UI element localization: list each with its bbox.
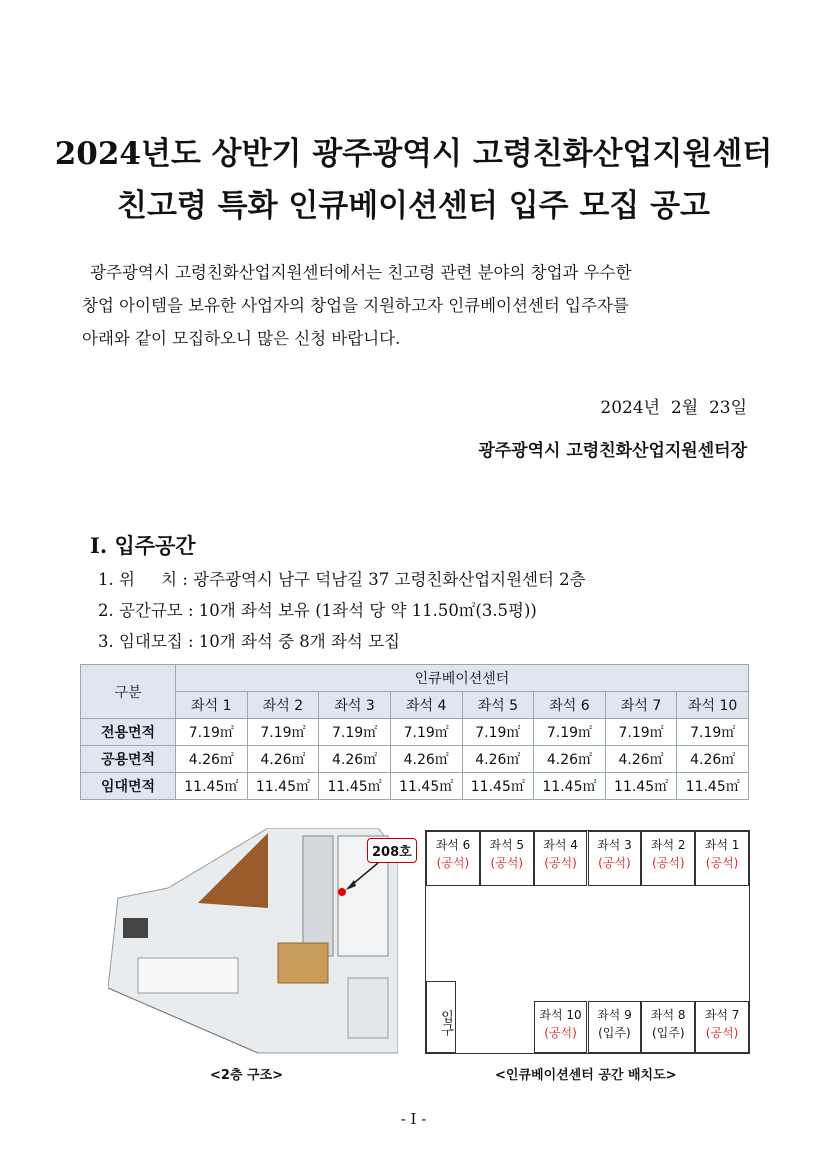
table-col-header: 좌석 3 bbox=[319, 692, 391, 719]
seat-name: 좌석 1 bbox=[704, 838, 740, 852]
room-marker-icon bbox=[338, 888, 346, 896]
item-space-size: 2. 공간규모 : 10개 좌석 보유 (1좌석 당 약 11.50㎡(3.5평)) bbox=[98, 601, 537, 620]
room-badge: 208호 bbox=[367, 838, 417, 863]
table-cell: 4.26㎡ bbox=[534, 746, 606, 773]
table-cell: 7.19㎡ bbox=[605, 719, 677, 746]
table-cell: 7.19㎡ bbox=[534, 719, 606, 746]
table-cell: 4.26㎡ bbox=[462, 746, 534, 773]
seat-name: 좌석 3 bbox=[597, 838, 632, 852]
table-cell: 11.45㎡ bbox=[462, 773, 534, 800]
table-cell: 11.45㎡ bbox=[390, 773, 462, 800]
seat-status: (공석) bbox=[436, 856, 470, 870]
table-cell: 4.26㎡ bbox=[605, 746, 677, 773]
table-cell: 4.26㎡ bbox=[247, 746, 319, 773]
table-cell: 11.45㎡ bbox=[319, 773, 391, 800]
table-cell: 7.19㎡ bbox=[390, 719, 462, 746]
table-corner: 구분 bbox=[81, 665, 176, 719]
table-cell: 4.26㎡ bbox=[677, 746, 749, 773]
table-row-label: 공용면적 bbox=[81, 746, 176, 773]
floor-caption: <2층 구조> bbox=[210, 1068, 284, 1083]
table-col-header: 좌석 2 bbox=[247, 692, 319, 719]
table-col-header: 좌석 5 bbox=[462, 692, 534, 719]
table-cell: 7.19㎡ bbox=[462, 719, 534, 746]
seat-status: (공석) bbox=[544, 856, 577, 870]
table-col-header: 좌석 10 bbox=[677, 692, 749, 719]
intro-line-2: 창업 아이템을 보유한 사업자의 창업을 지원하고자 인큐베이션센터 입주자를 bbox=[82, 296, 629, 315]
floor-plan-image bbox=[108, 828, 398, 1058]
table-col-header: 좌석 6 bbox=[534, 692, 606, 719]
table-cell: 7.19㎡ bbox=[677, 719, 749, 746]
table-col-header: 좌석 7 bbox=[605, 692, 677, 719]
table-col-header: 좌석 4 bbox=[390, 692, 462, 719]
seat-top bbox=[641, 831, 695, 886]
seat-status: (공석) bbox=[490, 856, 524, 870]
seat-name: 좌석 9 bbox=[597, 1008, 632, 1022]
page-number: - I - bbox=[400, 1110, 427, 1128]
seat-status: (공석) bbox=[544, 1026, 577, 1040]
table-row-label: 전용면적 bbox=[81, 719, 176, 746]
table-col-header: 좌석 1 bbox=[176, 692, 248, 719]
table-cell: 11.45㎡ bbox=[176, 773, 248, 800]
seat-top bbox=[534, 831, 588, 886]
seat-name: 좌석 8 bbox=[650, 1008, 686, 1022]
table-row-label: 임대면적 bbox=[81, 773, 176, 800]
intro-line-1: 광주광역시 고령친화산업지원센터에서는 친고령 관련 분야의 창업과 우수한 bbox=[90, 263, 632, 282]
seat-top bbox=[426, 831, 480, 886]
seat-status: (공석) bbox=[651, 856, 685, 870]
seat-name: 좌석 7 bbox=[704, 1008, 740, 1022]
seat-bottom bbox=[641, 1001, 695, 1053]
seat-name: 좌석 5 bbox=[489, 838, 525, 852]
seat-bottom bbox=[534, 1001, 588, 1053]
table-cell: 11.45㎡ bbox=[677, 773, 749, 800]
seat-bottom bbox=[588, 1001, 642, 1053]
seat-status: (공석) bbox=[705, 1026, 739, 1040]
layout-caption: <인큐베이션센터 공간 배치도> bbox=[495, 1068, 677, 1083]
seat-status: (공석) bbox=[705, 856, 739, 870]
seat-status: (입주) bbox=[651, 1026, 685, 1040]
intro-line-3: 아래와 같이 모집하오니 많은 신청 바랍니다. bbox=[82, 329, 401, 348]
seat-status: (공석) bbox=[598, 856, 631, 870]
table-cell: 7.19㎡ bbox=[247, 719, 319, 746]
item-location: 1. 위 치 : 광주광역시 남구 덕남길 37 고령친화산업지원센터 2층 bbox=[98, 570, 586, 589]
table-cell: 4.26㎡ bbox=[390, 746, 462, 773]
seat-name: 좌석 4 bbox=[543, 838, 578, 852]
table-cell: 11.45㎡ bbox=[247, 773, 319, 800]
seat-status: (입주) bbox=[598, 1026, 631, 1040]
table-cell: 4.26㎡ bbox=[319, 746, 391, 773]
space-table bbox=[80, 664, 749, 800]
table-group-header: 인큐베이션센터 bbox=[176, 665, 749, 692]
table-cell: 7.19㎡ bbox=[176, 719, 248, 746]
table-cell: 7.19㎡ bbox=[319, 719, 391, 746]
table-cell: 4.26㎡ bbox=[176, 746, 248, 773]
title-line-1: 2024년도 상반기 광주광역시 고령친화산업지원센터 bbox=[54, 136, 773, 172]
seat-top bbox=[695, 831, 749, 886]
seat-name: 좌석 6 bbox=[435, 838, 471, 852]
seat-name: 좌석 2 bbox=[650, 838, 686, 852]
entrance-label: 입구 bbox=[426, 981, 456, 1053]
title-line-2: 친고령 특화 인큐베이션센터 입주 모집 공고 bbox=[117, 188, 710, 224]
seat-name: 좌석 10 bbox=[539, 1008, 582, 1022]
item-recruitment: 3. 임대모집 : 10개 좌석 중 8개 좌석 모집 bbox=[98, 632, 400, 651]
table-cell: 11.45㎡ bbox=[534, 773, 606, 800]
table-cell: 11.45㎡ bbox=[605, 773, 677, 800]
section-title: Ⅰ. 입주공간 bbox=[90, 533, 196, 558]
seat-top bbox=[480, 831, 534, 886]
incubation-layout bbox=[425, 830, 750, 1054]
announcement-date: 2024년 2월 23일 bbox=[600, 398, 747, 418]
issuing-org: 광주광역시 고령친화산업지원센터장 bbox=[478, 441, 747, 461]
seat-bottom bbox=[695, 1001, 749, 1053]
seat-top bbox=[588, 831, 642, 886]
